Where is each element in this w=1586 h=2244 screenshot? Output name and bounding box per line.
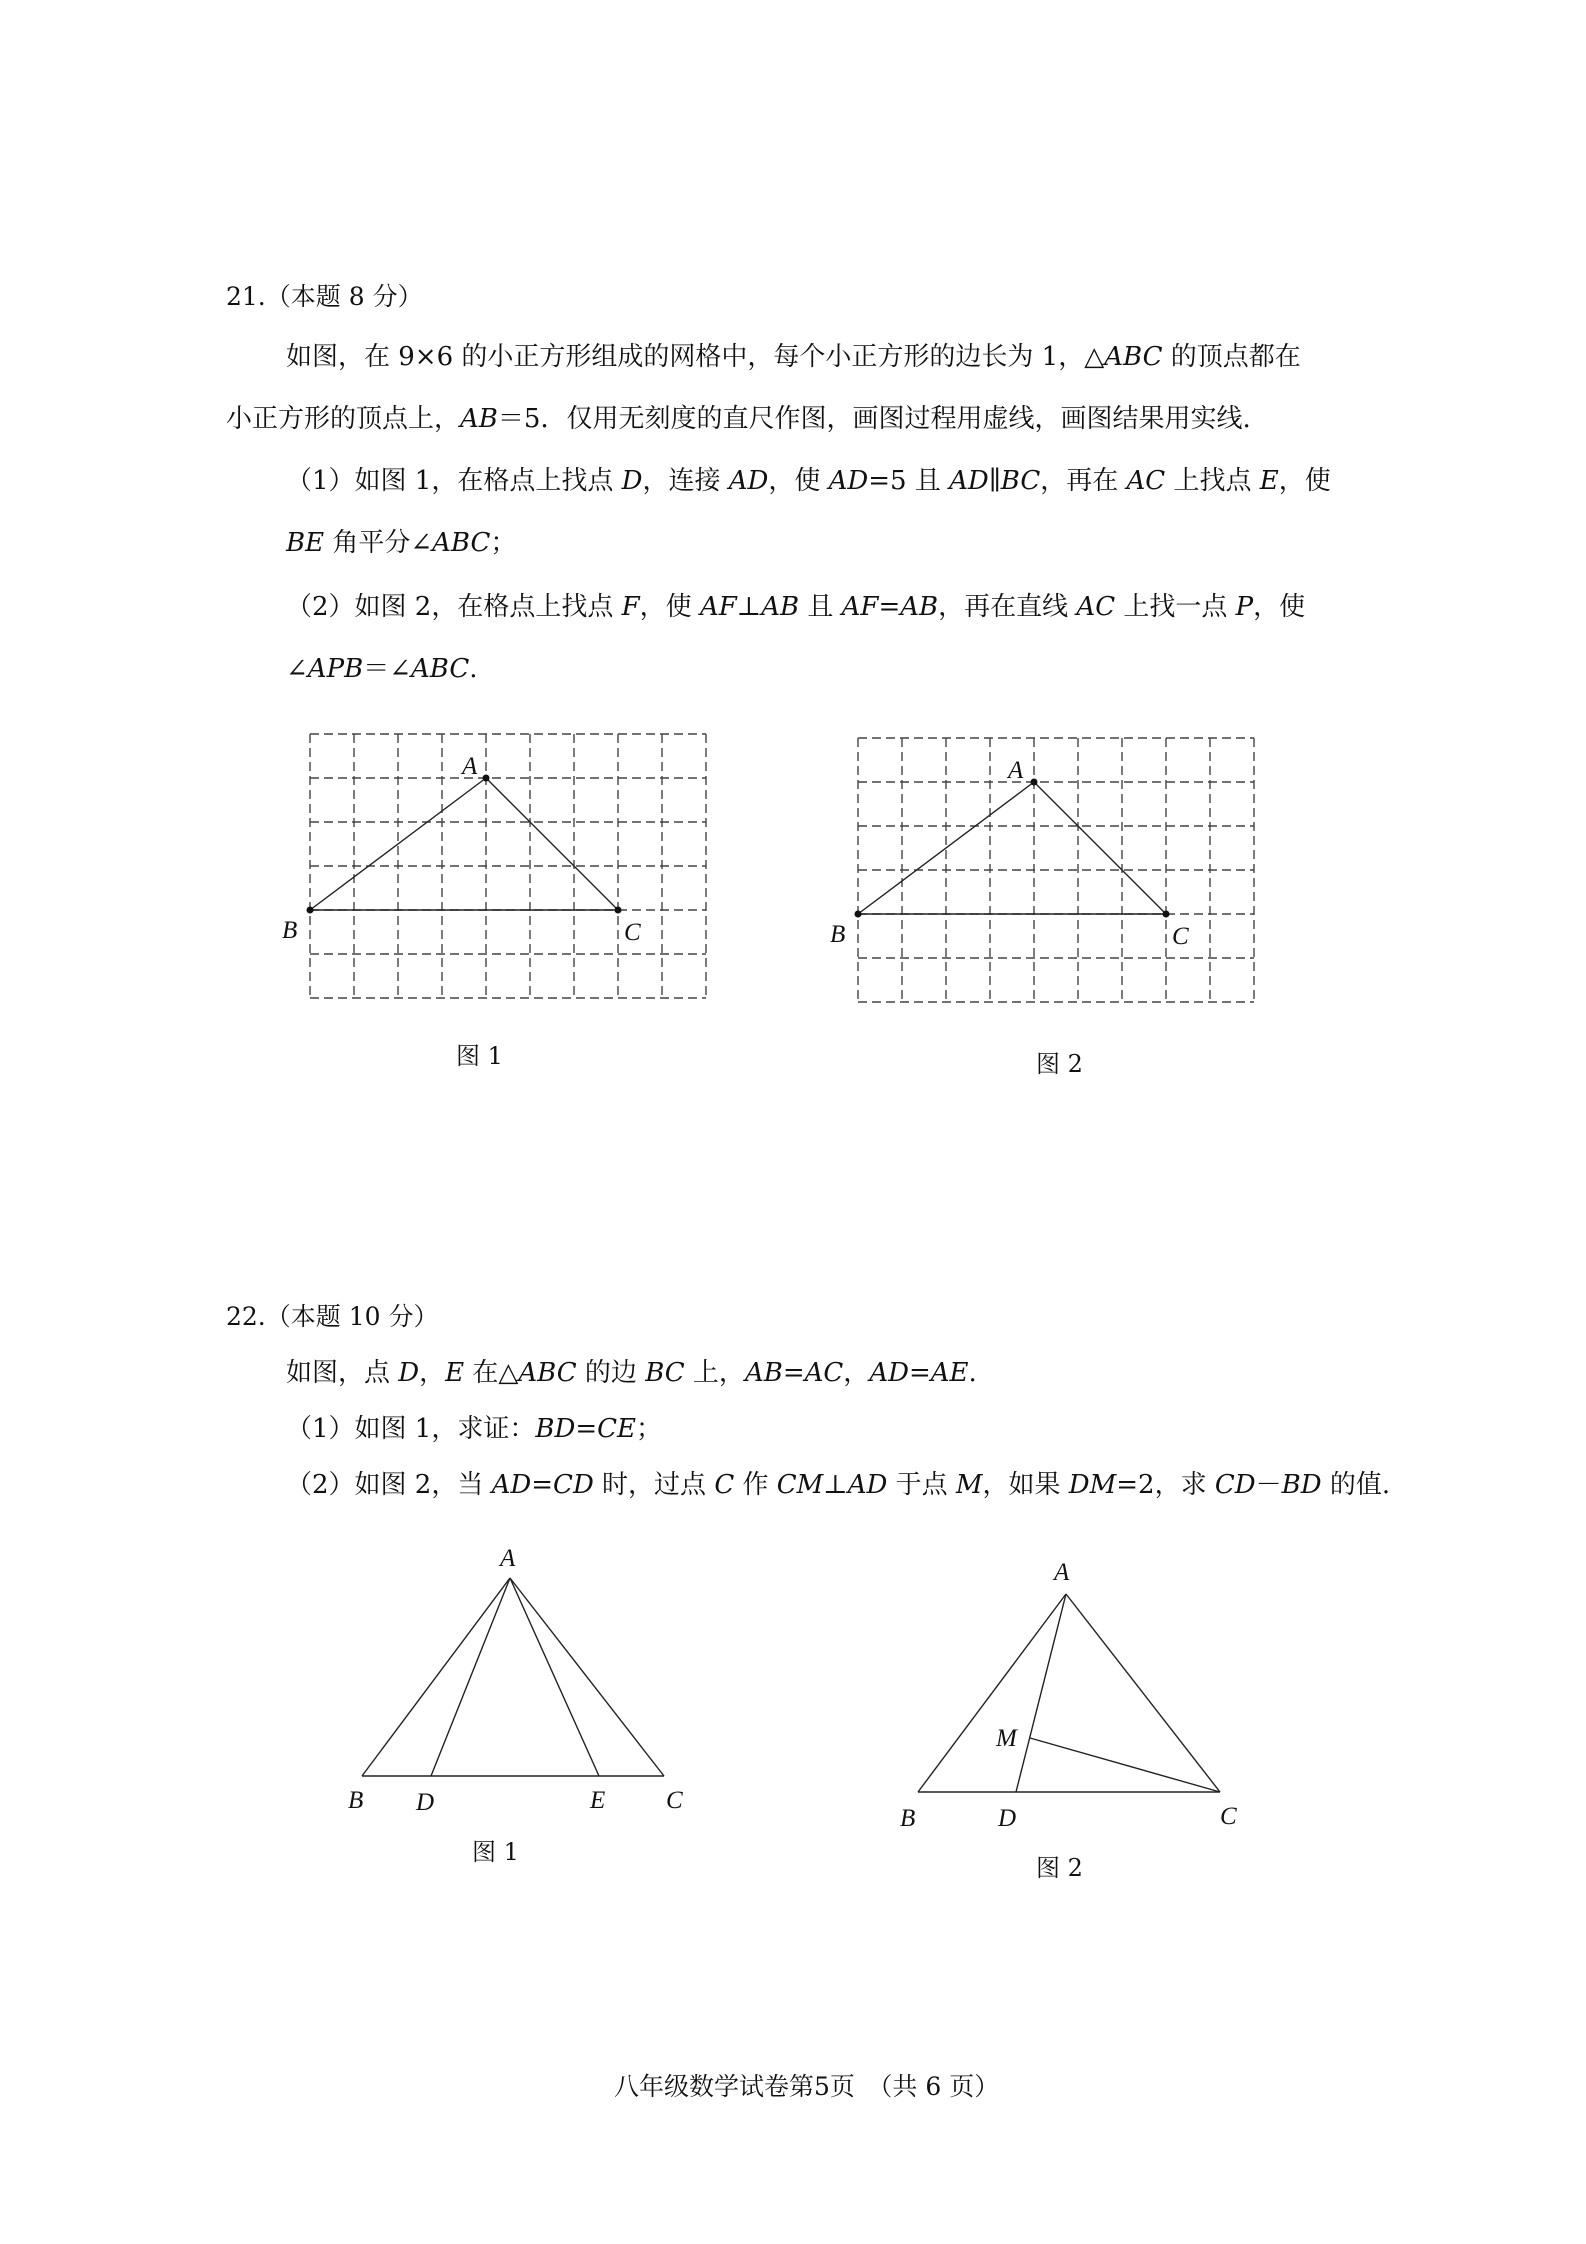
q21-part1-line-2: BE 角平分∠ABC； (286, 528, 517, 558)
q21-stem-line-2: 小正方形的顶点上，AB＝5．仅用无刻度的直尺作图，画图过程用虚线，画图结果用实线. (226, 404, 1251, 434)
q21-fig1-caption: 图 1 (456, 1042, 503, 1070)
q21-fig1-label-a: A (462, 753, 478, 780)
q22-fig2-label-d: D (998, 1805, 1017, 1832)
q22-stem-line-1: 如图，点 D，E 在△ABC 的边 BC 上，AB=AC，AD=AE. (286, 1358, 977, 1388)
q21-fig2-triangle (858, 782, 1166, 914)
q22-heading: （本题 10 分） (265, 1302, 439, 1331)
q21-fig1-point-a (483, 775, 490, 782)
q21-fig1-label-c: C (624, 919, 641, 946)
q21-part2-line-1: （2）如图 2，在格点上找点 F，使 AF⊥AB 且 AF=AB，再在直线 AC 上找一点 P，使 (286, 592, 1306, 622)
q21-heading: （本题 8 分） (265, 282, 423, 311)
q22-fig1-label-b: B (348, 1787, 364, 1814)
q22-fig1-label-e: E (590, 1787, 606, 1814)
q21-number: 21. (226, 282, 266, 311)
q21-fig1-point-c (615, 907, 622, 914)
q22-part2: （2）如图 2，当 AD=CD 时，过点 C 作 CM⊥AD 于点 M，如果 DM=2，求 CD－BD 的值. (286, 1470, 1391, 1500)
q22-fig2-caption: 图 2 (1036, 1854, 1083, 1882)
q22-number: 22. (226, 1302, 266, 1331)
q21-fig2-label-c: C (1172, 923, 1189, 950)
q22-part1: （1）如图 1，求证：BD=CE； (286, 1414, 662, 1444)
q21-fig2-point-a (1031, 779, 1038, 786)
q22-fig2-label-c: C (1220, 1803, 1237, 1830)
q21-fig1-triangle (310, 778, 618, 910)
q22-fig1-label-a: A (500, 1545, 516, 1572)
q22-fig2-label-b: B (900, 1805, 916, 1832)
q22-fig1-label-c: C (666, 1787, 683, 1814)
q22-fig1-label-d: D (416, 1789, 435, 1816)
q21-fig2-point-c (1163, 911, 1170, 918)
q22-title (226, 1302, 438, 1332)
page-footer: 八年级数学试卷第5页 （共 6 页） (614, 2072, 1000, 2101)
q22-fig2-triangle (918, 1594, 1220, 1792)
q21-fig2-caption: 图 2 (1036, 1050, 1083, 1078)
q21-part2-line-2: ∠APB＝∠ABC. (286, 654, 478, 684)
q21-fig1-label-b: B (282, 917, 298, 944)
q21-fig2-point-b (855, 911, 862, 918)
q21-stem-line-1: 如图，在 9×6 的小正方形组成的网格中，每个小正方形的边长为 1，△ABC 的顶点都在 (286, 342, 1301, 372)
q22-fig1-triangle (362, 1578, 664, 1776)
q22-fig2-label-m: M (996, 1725, 1017, 1752)
q22-fig1-caption: 图 1 (472, 1838, 519, 1866)
q21-part1-line-1: （1）如图 1，在格点上找点 D，连接 AD，使 AD=5 且 AD∥BC，再在 AC 上找点 E，使 (286, 466, 1331, 496)
q21-fig1-point-b (307, 907, 314, 914)
q22-fig2-label-a: A (1054, 1559, 1070, 1586)
q21-fig2-label-a: A (1008, 757, 1024, 784)
q21-fig2-label-b: B (830, 921, 846, 948)
